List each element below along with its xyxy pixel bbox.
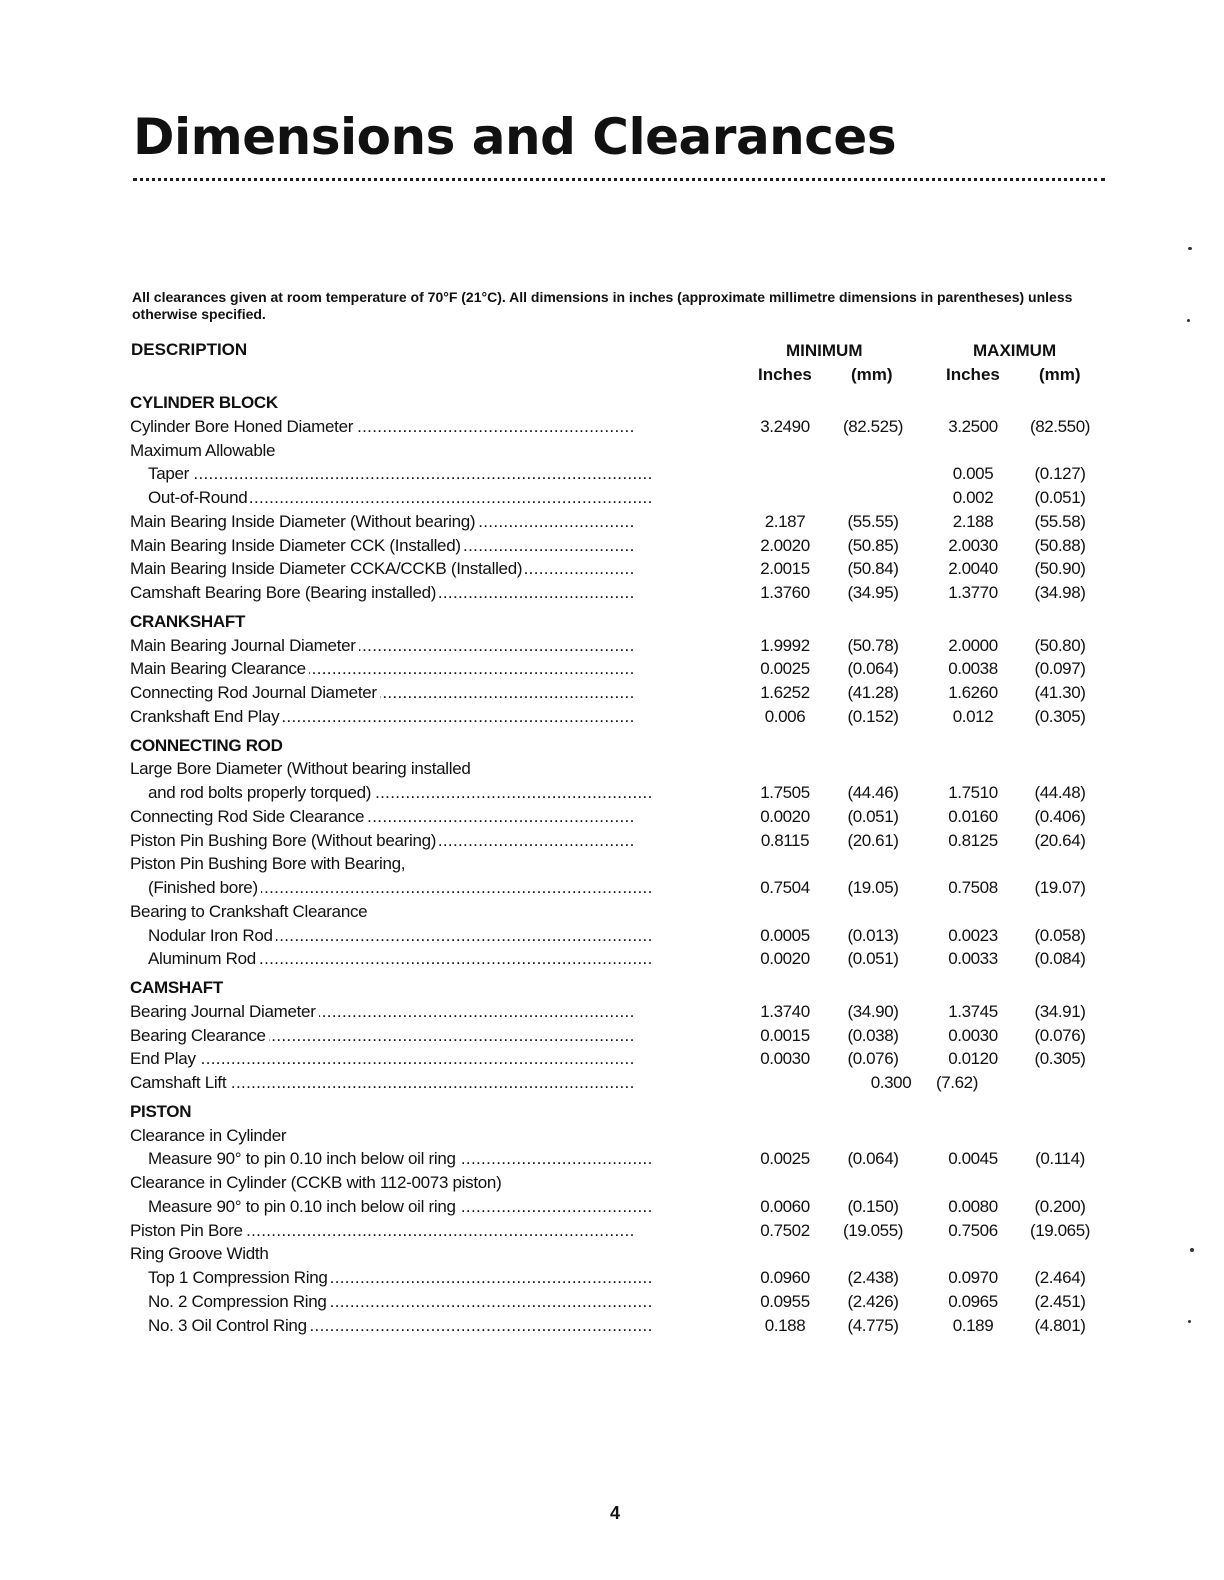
- table-row: [0, 947, 1224, 971]
- table-row: [0, 486, 1224, 510]
- description-text: Main Bearing Inside Diameter CCK (Installed): [130, 536, 464, 555]
- description-text: Main Bearing Journal Diameter: [130, 636, 359, 655]
- section-title: [130, 976, 728, 1000]
- description-text: PISTON: [130, 1102, 194, 1121]
- min-mm-value: (34.90): [847, 1002, 899, 1021]
- scan-speck: [1187, 319, 1190, 322]
- max-mm-value: (19.065): [1029, 1221, 1091, 1240]
- min-mm-header: (mm): [851, 365, 893, 384]
- camshaft-lift-mm: (7.62): [935, 1073, 978, 1092]
- table-row: [0, 1290, 1224, 1314]
- section-title: [130, 391, 728, 415]
- row-description: [130, 439, 728, 463]
- min-inches-value: 2.0015: [760, 559, 810, 578]
- min-mm-value: (50.85): [847, 536, 899, 555]
- table-row: [0, 705, 1224, 729]
- row-description: [130, 805, 728, 829]
- description-text: Taper: [148, 464, 192, 483]
- row-description: [148, 876, 728, 900]
- table-row: [0, 1047, 1224, 1071]
- min-mm-value: (4.775): [847, 1316, 899, 1335]
- section-heading-row: [0, 391, 1224, 415]
- min-mm-value: (82.525): [842, 417, 904, 436]
- max-inches-value: 0.7506: [948, 1221, 998, 1240]
- row-description: [148, 1314, 728, 1338]
- min-mm-value: (19.055): [842, 1221, 904, 1240]
- row-description: [148, 1147, 728, 1171]
- max-inches-value: 1.3770: [948, 583, 998, 602]
- row-description: [130, 634, 728, 658]
- max-mm-value: (50.88): [1034, 536, 1086, 555]
- row-description: [148, 781, 728, 805]
- description-text: No. 2 Compression Ring: [148, 1292, 330, 1311]
- row-description: [130, 757, 728, 781]
- description-text: Main Bearing Clearance: [130, 659, 309, 678]
- description-text: Maximum Allowable: [130, 441, 278, 460]
- description-text: Clearance in Cylinder: [130, 1126, 289, 1145]
- description-text: Bearing to Crankshaft Clearance: [130, 902, 370, 921]
- description-text: Piston Pin Bore: [130, 1221, 246, 1240]
- table-row: [0, 1171, 1224, 1195]
- min-mm-value: (2.426): [847, 1292, 899, 1311]
- max-inches-value: 0.0120: [948, 1049, 998, 1068]
- min-inches-value: 0.7504: [760, 878, 810, 897]
- maximum-column-header: MAXIMUM: [973, 341, 1057, 360]
- page-title: Dimensions and Clearances: [133, 108, 897, 166]
- table-row: [0, 534, 1224, 558]
- row-description: [130, 1071, 728, 1095]
- table-row: [0, 581, 1224, 605]
- min-inches-value: 2.187: [764, 512, 806, 531]
- max-inches-value: 0.0023: [948, 926, 998, 945]
- description-text: Top 1 Compression Ring: [148, 1268, 331, 1287]
- description-text: Measure 90° to pin 0.10 inch below oil ring: [148, 1149, 459, 1168]
- minimum-column-header: MINIMUM: [786, 341, 863, 360]
- max-inches-value: 0.0033: [948, 949, 998, 968]
- table-row: [0, 805, 1224, 829]
- min-inches-value: 0.0030: [760, 1049, 810, 1068]
- max-mm-value: (0.058): [1034, 926, 1086, 945]
- row-description: [130, 534, 728, 558]
- row-description: [130, 829, 728, 853]
- row-description: [130, 1219, 728, 1243]
- section-title: [130, 734, 728, 758]
- max-inches-value: 2.0000: [948, 636, 998, 655]
- table-row: [0, 900, 1224, 924]
- description-text: Piston Pin Bushing Bore (Without bearing): [130, 831, 439, 850]
- description-text: Crankshaft End Play: [130, 707, 282, 726]
- table-row: [0, 1242, 1224, 1266]
- max-inches-value: 2.0030: [948, 536, 998, 555]
- row-description: [148, 947, 728, 971]
- scan-speck: [1188, 247, 1192, 250]
- table-row: [0, 681, 1224, 705]
- row-description: [130, 1047, 728, 1071]
- max-mm-value: (34.91): [1034, 1002, 1086, 1021]
- min-inches-value: 0.0060: [760, 1197, 810, 1216]
- description-text: Large Bore Diameter (Without bearing installed: [130, 759, 474, 778]
- table-row: [0, 1024, 1224, 1048]
- scan-speck: [1190, 1248, 1194, 1252]
- max-inches-value: 3.2500: [948, 417, 998, 436]
- min-inches-value: 0.0960: [760, 1268, 810, 1287]
- max-mm-value: (0.305): [1034, 1049, 1086, 1068]
- min-mm-value: (55.55): [847, 512, 899, 531]
- min-mm-value: (0.051): [847, 949, 899, 968]
- description-text: CYLINDER BLOCK: [130, 393, 281, 412]
- max-inches-value: 0.005: [952, 464, 994, 483]
- max-mm-value: (19.07): [1034, 878, 1086, 897]
- min-inches-value: 0.7502: [760, 1221, 810, 1240]
- min-inches-value: 0.006: [764, 707, 806, 726]
- max-inches-value: 0.0080: [948, 1197, 998, 1216]
- table-row: [0, 1195, 1224, 1219]
- min-mm-value: (19.05): [847, 878, 899, 897]
- min-inches-value: 1.3740: [760, 1002, 810, 1021]
- min-inches-value: 0.0020: [760, 807, 810, 826]
- max-mm-value: (20.64): [1034, 831, 1086, 850]
- description-text: Nodular Iron Rod: [148, 926, 276, 945]
- section-heading-row: [0, 976, 1224, 1000]
- row-description: [130, 1000, 728, 1024]
- min-mm-value: (0.064): [847, 659, 899, 678]
- max-mm-value: (34.98): [1034, 583, 1086, 602]
- max-mm-value: (44.48): [1034, 783, 1086, 802]
- description-text: Main Bearing Inside Diameter (Without bearing): [130, 512, 478, 531]
- max-mm-value: (0.051): [1034, 488, 1086, 507]
- table-row: [0, 781, 1224, 805]
- max-inches-header: Inches: [946, 365, 1000, 384]
- table-row: [0, 557, 1224, 581]
- description-text: and rod bolts properly torqued): [148, 783, 374, 802]
- max-inches-value: 1.7510: [948, 783, 998, 802]
- description-text: Main Bearing Inside Diameter CCKA/CCKB (Installed): [130, 559, 525, 578]
- max-inches-value: 0.0038: [948, 659, 998, 678]
- max-inches-value: 0.012: [952, 707, 994, 726]
- min-inches-value: 0.0955: [760, 1292, 810, 1311]
- min-inches-value: 0.0025: [760, 659, 810, 678]
- row-description: [130, 415, 728, 439]
- min-mm-value: (2.438): [847, 1268, 899, 1287]
- min-mm-value: (41.28): [847, 683, 899, 702]
- description-text: No. 3 Oil Control Ring: [148, 1316, 310, 1335]
- table-row: [0, 439, 1224, 463]
- table-row: [0, 1314, 1224, 1338]
- section-heading-row: [0, 734, 1224, 758]
- max-mm-value: (0.200): [1034, 1197, 1086, 1216]
- row-description: [130, 581, 728, 605]
- table-row: [0, 852, 1224, 876]
- description-text: Ring Groove Width: [130, 1244, 272, 1263]
- min-inches-value: 0.0005: [760, 926, 810, 945]
- min-inches-value: 1.6252: [760, 683, 810, 702]
- min-mm-value: (0.152): [847, 707, 899, 726]
- min-mm-value: (0.051): [847, 807, 899, 826]
- description-text: Cylinder Bore Honed Diameter: [130, 417, 356, 436]
- min-inches-value: 1.7505: [760, 783, 810, 802]
- max-mm-value: (0.114): [1035, 1149, 1085, 1168]
- row-description: [148, 1266, 728, 1290]
- min-inches-header: Inches: [758, 365, 812, 384]
- max-inches-value: 0.189: [952, 1316, 994, 1335]
- section-heading-row: [0, 1100, 1224, 1124]
- table-row: [0, 510, 1224, 534]
- max-mm-value: (0.076): [1034, 1026, 1086, 1045]
- max-mm-value: (0.097): [1034, 659, 1086, 678]
- intro-note: All clearances given at room temperature of 70°F (21°C). All dimensions in inches (approximate millimetre dimensions in parentheses) unless otherwise specified.: [132, 289, 1073, 322]
- table-row: [0, 1000, 1224, 1024]
- description-text: Aluminum Rod: [148, 949, 259, 968]
- min-mm-value: (0.076): [847, 1049, 899, 1068]
- min-inches-value: 3.2490: [760, 417, 810, 436]
- min-mm-value: (44.46): [847, 783, 899, 802]
- scan-speck: [1188, 1320, 1191, 1323]
- section-title: [130, 1100, 728, 1124]
- table-row: [0, 829, 1224, 853]
- max-inches-value: 0.0045: [948, 1149, 998, 1168]
- min-inches-value: 0.0020: [760, 949, 810, 968]
- max-inches-value: 1.6260: [948, 683, 998, 702]
- min-mm-value: (34.95): [847, 583, 899, 602]
- description-text: Out-of-Round: [148, 488, 250, 507]
- table-row: [0, 415, 1224, 439]
- table-row: [0, 1219, 1224, 1243]
- section-heading-row: [0, 610, 1224, 634]
- max-mm-value: (2.451): [1034, 1292, 1086, 1311]
- min-mm-value: (50.84): [847, 559, 899, 578]
- max-mm-value: (50.80): [1034, 636, 1086, 655]
- row-description: [130, 1124, 728, 1148]
- row-description: [148, 1290, 728, 1314]
- row-description: [130, 1171, 728, 1195]
- table-row: [0, 462, 1224, 486]
- description-text: (Finished bore): [148, 878, 261, 897]
- max-inches-value: 1.3745: [948, 1002, 998, 1021]
- max-mm-value: (4.801): [1034, 1316, 1086, 1335]
- max-mm-value: (0.406): [1034, 807, 1086, 826]
- min-mm-value: (0.013): [847, 926, 899, 945]
- table-row: [0, 1071, 1224, 1095]
- max-inches-value: 0.8125: [948, 831, 998, 850]
- row-description: [130, 681, 728, 705]
- page-number: 4: [609, 1503, 620, 1523]
- description-text: Clearance in Cylinder (CCKB with 112-0073 piston): [130, 1173, 504, 1192]
- min-inches-value: 1.3760: [760, 583, 810, 602]
- description-text: Connecting Rod Journal Diameter: [130, 683, 380, 702]
- max-mm-value: (55.58): [1034, 512, 1086, 531]
- row-description: [130, 657, 728, 681]
- max-mm-value: (2.464): [1034, 1268, 1086, 1287]
- max-mm-value: (0.305): [1034, 707, 1086, 726]
- min-mm-value: (0.150): [847, 1197, 899, 1216]
- section-title: [130, 610, 728, 634]
- min-inches-value: 1.9992: [760, 636, 810, 655]
- row-description: [148, 1195, 728, 1219]
- table-row: [0, 1147, 1224, 1171]
- min-inches-value: 0.188: [764, 1316, 806, 1335]
- row-description: [130, 557, 728, 581]
- max-mm-header: (mm): [1039, 365, 1081, 384]
- min-inches-value: 0.0025: [760, 1149, 810, 1168]
- min-mm-value: (0.064): [847, 1149, 899, 1168]
- min-mm-value: (50.78): [847, 636, 899, 655]
- row-description: [148, 486, 728, 510]
- max-inches-value: 0.0030: [948, 1026, 998, 1045]
- max-inches-value: 0.002: [952, 488, 994, 507]
- max-inches-value: 0.7508: [948, 878, 998, 897]
- row-description: [130, 1024, 728, 1048]
- description-text: End Play: [130, 1049, 199, 1068]
- max-inches-value: 0.0965: [948, 1292, 998, 1311]
- max-mm-value: (50.90): [1034, 559, 1086, 578]
- max-mm-value: (41.30): [1034, 683, 1086, 702]
- table-row: [0, 876, 1224, 900]
- description-text: Camshaft Bearing Bore (Bearing installed): [130, 583, 439, 602]
- table-row: [0, 657, 1224, 681]
- title-divider: [133, 178, 1105, 181]
- description-column-header: DESCRIPTION: [131, 340, 248, 359]
- max-inches-value: 2.188: [952, 512, 994, 531]
- row-description: [148, 924, 728, 948]
- row-description: [148, 462, 728, 486]
- description-text: CAMSHAFT: [130, 978, 226, 997]
- row-description: [130, 1242, 728, 1266]
- max-mm-value: (0.127): [1034, 464, 1086, 483]
- min-mm-value: (20.61): [847, 831, 899, 850]
- description-text: CRANKSHAFT: [130, 612, 248, 631]
- description-text: Measure 90° to pin 0.10 inch below oil ring: [148, 1197, 459, 1216]
- min-inches-value: 2.0020: [760, 536, 810, 555]
- max-inches-value: 0.0970: [948, 1268, 998, 1287]
- table-row: [0, 924, 1224, 948]
- table-row: [0, 634, 1224, 658]
- min-inches-value: 0.8115: [760, 831, 810, 850]
- row-description: [130, 900, 728, 924]
- table-row: [0, 1266, 1224, 1290]
- max-mm-value: (0.084): [1034, 949, 1086, 968]
- description-text: Piston Pin Bushing Bore with Bearing,: [130, 854, 408, 873]
- max-inches-value: 0.0160: [948, 807, 998, 826]
- min-mm-value: (0.038): [847, 1026, 899, 1045]
- camshaft-lift-inches: 0.300: [870, 1073, 912, 1092]
- description-text: Camshaft Lift: [130, 1073, 229, 1092]
- description-text: Bearing Journal Diameter: [130, 1002, 319, 1021]
- table-row: [0, 757, 1224, 781]
- description-text: Connecting Rod Side Clearance: [130, 807, 367, 826]
- max-inches-value: 2.0040: [948, 559, 998, 578]
- table-row: [0, 1124, 1224, 1148]
- max-mm-value: (82.550): [1029, 417, 1091, 436]
- row-description: [130, 510, 728, 534]
- min-inches-value: 0.0015: [760, 1026, 810, 1045]
- description-text: Bearing Clearance: [130, 1026, 269, 1045]
- row-description: [130, 705, 728, 729]
- description-text: CONNECTING ROD: [130, 736, 286, 755]
- row-description: [130, 852, 728, 876]
